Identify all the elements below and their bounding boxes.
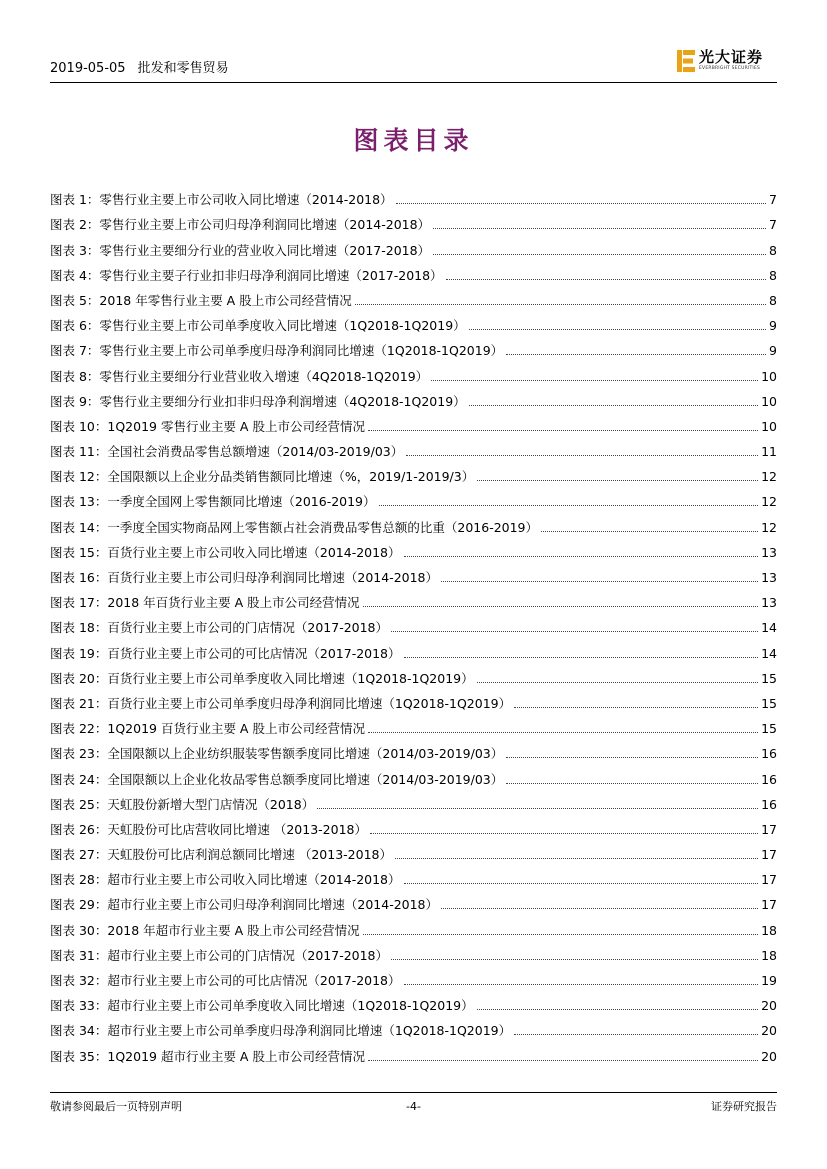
toc-dot-leader <box>404 883 759 884</box>
toc-dot-leader <box>433 254 766 255</box>
toc-dot-leader <box>404 657 759 658</box>
toc-entry-label[interactable]: 图表 33：超市行业主要上市公司单季度收入同比增速（1Q2018-1Q2019） <box>50 998 474 1014</box>
toc-entry-page[interactable]: 17 <box>761 847 777 863</box>
toc-entry-page[interactable]: 14 <box>761 620 777 636</box>
toc-entry-page[interactable]: 18 <box>761 947 777 963</box>
toc-entry-label[interactable]: 图表 34：超市行业主要上市公司单季度归母净利润同比增速（1Q2018-1Q2019） <box>50 1023 512 1039</box>
toc-entry[interactable] <box>50 435 777 460</box>
toc-entry[interactable] <box>50 737 777 762</box>
toc-entry-page[interactable]: 14 <box>761 645 777 661</box>
toc-entry[interactable] <box>50 687 777 712</box>
toc-entry[interactable] <box>50 510 777 535</box>
toc-dot-leader <box>404 556 759 557</box>
toc-dot-leader <box>506 783 758 784</box>
toc-entry[interactable] <box>50 1039 777 1064</box>
toc-dot-leader <box>514 1034 758 1035</box>
toc-entry-page[interactable]: 12 <box>761 519 777 535</box>
toc-entry-page[interactable]: 7 <box>769 192 777 208</box>
toc-entry[interactable] <box>50 233 777 258</box>
toc-entry[interactable] <box>50 712 777 737</box>
toc-dot-leader <box>446 279 766 280</box>
header-info <box>50 61 229 77</box>
toc-dot-leader <box>477 480 758 481</box>
toc-dot-leader <box>368 1060 758 1061</box>
toc-entry-label[interactable]: 图表 14：一季度全国实物商品网上零售额占社会消费品零售总额的比重（2016-2019） <box>50 519 539 535</box>
toc-entry[interactable] <box>50 259 777 284</box>
footer-report-type: 证券研究报告 <box>711 1100 777 1113</box>
toc-entry[interactable] <box>50 309 777 334</box>
toc-dot-leader <box>363 934 758 935</box>
footer-disclaimer: 敬请参阅最后一页特别声明 <box>50 1100 182 1113</box>
toc-entry-page[interactable]: 20 <box>761 1023 777 1039</box>
toc-entry-label[interactable]: 图表 19：百货行业主要上市公司的可比店情况（2017-2018） <box>50 645 401 661</box>
toc-entry-label[interactable]: 图表 22：1Q2019 百货行业主要 A 股上市公司经营情况 <box>50 721 365 737</box>
toc-entry-page[interactable]: 19 <box>761 973 777 988</box>
toc-entry-label[interactable]: 图表 15：百货行业主要上市公司收入同比增速（2014-2018） <box>50 544 401 560</box>
company-logo <box>677 48 777 74</box>
toc-entry-page[interactable]: 12 <box>761 494 777 510</box>
toc-entry-page[interactable]: 20 <box>761 1048 777 1064</box>
toc-entry-label[interactable]: 图表 35：1Q2019 超市行业主要 A 股上市公司经营情况 <box>50 1048 365 1064</box>
toc-entry[interactable] <box>50 813 777 838</box>
toc-entry[interactable] <box>50 536 777 561</box>
toc-dot-leader <box>406 455 758 456</box>
toc-dot-leader <box>541 531 758 532</box>
toc-entry-label[interactable]: 图表 21：百货行业主要上市公司单季度归母净利润同比增速（1Q2018-1Q2019） <box>50 695 512 711</box>
report-date: 2019-05-05 <box>50 61 126 76</box>
logo-mark-icon <box>677 50 695 72</box>
toc-entry-page[interactable]: 17 <box>761 897 777 913</box>
toc-dot-leader <box>433 228 766 229</box>
toc-entry-label[interactable]: 图表 13：一季度全国网上零售额同比增速（2016-2019） <box>50 494 376 510</box>
toc-dot-leader <box>469 405 758 406</box>
toc-entry-page[interactable]: 10 <box>761 368 777 384</box>
toc-entry-page[interactable]: 9 <box>769 343 777 359</box>
toc-dot-leader <box>506 757 758 758</box>
toc-entry-label[interactable]: 图表 27：天虹股份可比店利润总额同比增速 （2013-2018） <box>50 847 392 863</box>
toc-entry[interactable] <box>50 183 777 208</box>
toc-entry-label[interactable]: 图表 11：全国社会消费品零售总额增速（2014/03-2019/03） <box>50 444 404 460</box>
industry-name: 批发和零售贸易 <box>137 61 229 76</box>
toc-entry-page[interactable]: 15 <box>761 670 777 686</box>
toc-entry[interactable] <box>50 586 777 611</box>
toc-entry-page[interactable]: 17 <box>761 821 777 837</box>
toc-entry[interactable] <box>50 662 777 687</box>
toc-entry-page[interactable]: 8 <box>769 267 777 283</box>
toc-entry-page[interactable]: 16 <box>761 746 777 762</box>
toc-entry[interactable] <box>50 636 777 661</box>
toc-entry-page[interactable]: 13 <box>761 570 777 585</box>
toc-dot-leader <box>395 858 758 859</box>
toc-entry[interactable] <box>50 334 777 359</box>
toc-entry-page[interactable]: 12 <box>761 469 777 485</box>
toc-dot-leader <box>368 430 758 431</box>
toc-entry-page[interactable]: 8 <box>769 292 777 308</box>
toc-entry-page[interactable]: 15 <box>761 721 777 737</box>
toc-dot-leader <box>391 959 758 960</box>
toc-entry-page[interactable]: 18 <box>761 922 777 938</box>
toc-dot-leader <box>441 581 758 582</box>
toc-entry[interactable] <box>50 863 777 888</box>
toc-entry[interactable] <box>50 208 777 233</box>
toc-entry-label[interactable]: 图表 17：2018 年百货行业主要 A 股上市公司经营情况 <box>50 595 360 611</box>
toc-entry-page[interactable]: 15 <box>761 695 777 711</box>
toc-dot-leader <box>477 1009 758 1010</box>
toc-entry-label[interactable]: 图表 20：百货行业主要上市公司单季度收入同比增速（1Q2018-1Q2019） <box>50 670 474 686</box>
toc-entry[interactable] <box>50 385 777 410</box>
toc-entry[interactable] <box>50 939 777 964</box>
toc-entry[interactable] <box>50 964 777 989</box>
toc-dot-leader <box>431 380 758 381</box>
toc-entry-label[interactable]: 图表 16：百货行业主要上市公司归母净利润同比增速（2014-2018） <box>50 570 439 585</box>
toc-dot-leader <box>477 682 758 683</box>
toc-entry-page[interactable]: 8 <box>769 242 777 258</box>
page-header <box>50 0 777 83</box>
toc-entry-label[interactable]: 图表 31：超市行业主要上市公司的门店情况（2017-2018） <box>50 947 389 963</box>
toc-dot-leader <box>469 329 766 330</box>
toc-entry-label[interactable]: 图表 5：2018 年零售行业主要 A 股上市公司经营情况 <box>50 292 352 308</box>
toc-entry[interactable] <box>50 561 777 586</box>
toc-entry[interactable] <box>50 762 777 787</box>
toc-entry-label[interactable]: 图表 26：天虹股份可比店营收同比增速 （2013-2018） <box>50 821 367 837</box>
toc-entry[interactable] <box>50 888 777 913</box>
toc-entry-label[interactable]: 图表 7：零售行业主要上市公司单季度归母净利润同比增速（1Q2018-1Q2019） <box>50 343 504 359</box>
toc-entry-label[interactable]: 图表 9：零售行业主要细分行业扣非归母净利润增速（4Q2018-1Q2019） <box>50 393 466 409</box>
toc-dot-leader <box>317 808 758 809</box>
toc-entry[interactable] <box>50 284 777 309</box>
page-title: 图表目录 <box>353 126 474 155</box>
toc-entry-page[interactable]: 9 <box>769 318 777 334</box>
toc-entry-page[interactable]: 16 <box>761 771 777 787</box>
toc-entry-label[interactable]: 图表 24：全国限额以上企业化妆品零售总额季度同比增速（2014/03-2019/03） <box>50 771 504 787</box>
toc-entry[interactable] <box>50 410 777 435</box>
toc-dot-leader <box>363 606 758 607</box>
toc-dot-leader <box>404 984 759 985</box>
toc-entry-label[interactable]: 图表 28：超市行业主要上市公司收入同比增速（2014-2018） <box>50 872 401 888</box>
toc-entry-page[interactable]: 10 <box>761 393 777 409</box>
toc-dot-leader <box>355 304 766 305</box>
toc-entry[interactable] <box>50 611 777 636</box>
toc-entry-page[interactable]: 13 <box>761 595 777 611</box>
toc-dot-leader <box>379 505 759 506</box>
toc-entry[interactable] <box>50 1014 777 1039</box>
toc-entry-label[interactable]: 图表 30：2018 年超市行业主要 A 股上市公司经营情况 <box>50 922 360 938</box>
toc-dot-leader <box>368 732 758 733</box>
toc-entry-page[interactable]: 7 <box>769 217 777 233</box>
toc-entry-label[interactable]: 图表 23：全国限额以上企业纺织服装零售额季度同比增速（2014/03-2019/03） <box>50 746 504 762</box>
toc-entry-page[interactable]: 10 <box>761 418 777 434</box>
toc-entry-label[interactable]: 图表 8：零售行业主要细分行业营业收入增速（4Q2018-1Q2019） <box>50 368 429 384</box>
toc-entry-page[interactable]: 17 <box>761 872 777 888</box>
logo-text: 光大证券 <box>699 48 764 66</box>
toc-entry-label[interactable]: 图表 2：零售行业主要上市公司归母净利润同比增速（2014-2018） <box>50 217 431 233</box>
page-footer <box>50 1092 777 1123</box>
toc-entry[interactable] <box>50 460 777 485</box>
toc-entry-label[interactable]: 图表 10：1Q2019 零售行业主要 A 股上市公司经营情况 <box>50 418 365 434</box>
toc-entry-label[interactable]: 图表 4：零售行业主要子行业扣非归母净利润同比增速（2017-2018） <box>50 267 443 283</box>
toc-entry-label[interactable]: 图表 3：零售行业主要细分行业的营业收入同比增速（2017-2018） <box>50 242 431 258</box>
toc-entry[interactable] <box>50 485 777 510</box>
toc-dot-leader <box>506 354 766 355</box>
toc-entry[interactable] <box>50 788 777 813</box>
toc-entry-label[interactable]: 图表 6：零售行业主要上市公司单季度收入同比增速（1Q2018-1Q2019） <box>50 318 466 334</box>
toc-entry-label[interactable]: 图表 12：全国限额以上企业分品类销售额同比增速（%，2019/1-2019/3） <box>50 469 475 485</box>
toc-entry-page[interactable]: 13 <box>761 544 777 560</box>
toc-entry[interactable] <box>50 359 777 384</box>
logo-subtext: EVERBRIGHT SECURITIES <box>699 66 761 71</box>
toc-entry-label[interactable]: 图表 25：天虹股份新增大型门店情况（2018） <box>50 796 315 812</box>
toc-entry[interactable] <box>50 913 777 938</box>
toc-dot-leader <box>514 707 758 708</box>
toc-entry-page[interactable]: 16 <box>761 796 777 812</box>
footer-page-number: -4- <box>406 1100 421 1113</box>
toc-entry-label[interactable]: 图表 29：超市行业主要上市公司归母净利润同比增速（2014-2018） <box>50 897 439 913</box>
toc-entry-label[interactable]: 图表 32：超市行业主要上市公司的可比店情况（2017-2018） <box>50 973 401 988</box>
toc-entry[interactable] <box>50 989 777 1014</box>
toc-dot-leader <box>391 631 758 632</box>
toc-entry-page[interactable]: 20 <box>761 998 777 1014</box>
figure-list <box>50 183 777 1065</box>
toc-entry-label[interactable]: 图表 1：零售行业主要上市公司收入同比增速（2014-2018） <box>50 192 393 208</box>
toc-entry[interactable] <box>50 838 777 863</box>
toc-dot-leader <box>396 203 766 204</box>
toc-entry-label[interactable]: 图表 18：百货行业主要上市公司的门店情况（2017-2018） <box>50 620 389 636</box>
toc-dot-leader <box>370 833 758 834</box>
toc-entry-page[interactable]: 11 <box>761 444 777 460</box>
toc-dot-leader <box>441 908 758 909</box>
